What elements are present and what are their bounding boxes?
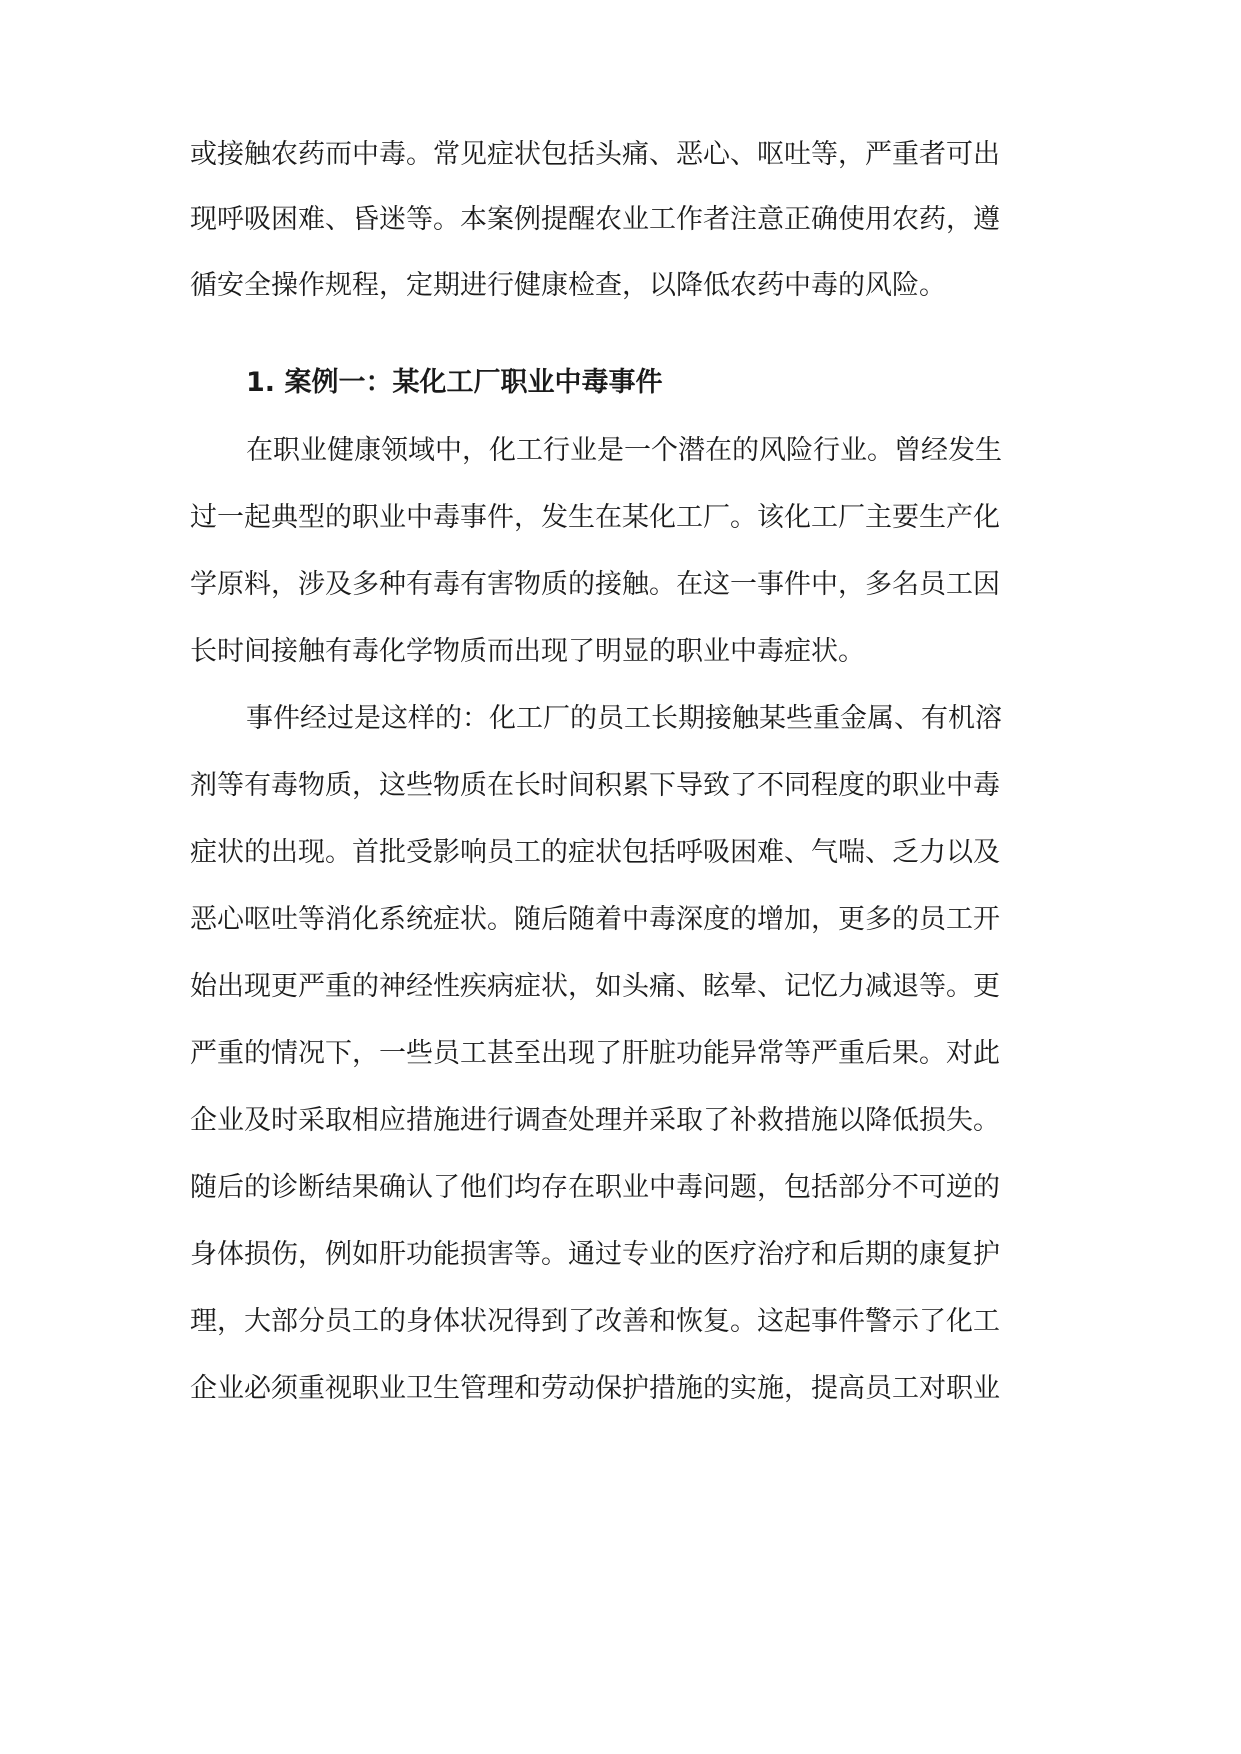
para2-line-4: 恶心呕吐等消化系统症状。随后随着中毒深度的增加，更多的员工开 — [190, 904, 1000, 935]
para2-line-11: 企业必须重视职业卫生管理和劳动保护措施的实施，提高员工对职业 — [190, 1373, 1000, 1404]
para1-line-3: 学原料，涉及多种有毒有害物质的接触。在这一事件中，多名员工因 — [190, 569, 1000, 600]
para1-line-4: 长时间接触有毒化学物质而出现了明显的职业中毒症状。 — [190, 636, 865, 667]
para2-line-7: 企业及时采取相应措施进行调查处理并采取了补救措施以降低损失。 — [190, 1105, 1000, 1136]
para2-line-8: 随后的诊断结果确认了他们均存在职业中毒问题，包括部分不可逆的 — [190, 1172, 1000, 1203]
para2-line-10: 理，大部分员工的身体状况得到了改善和恢复。这起事件警示了化工 — [190, 1306, 1000, 1337]
intro-line-2: 现呼吸困难、昏迷等。本案例提醒农业工作者注意正确使用农药，遵 — [190, 204, 1000, 235]
para2-line-1: 事件经过是这样的：化工厂的员工长期接触某些重金属、有机溶 — [246, 703, 1002, 734]
para1-line-1: 在职业健康领域中，化工行业是一个潜在的风险行业。曾经发生 — [246, 435, 1002, 466]
para2-line-6: 严重的情况下，一些员工甚至出现了肝脏功能异常等严重后果。对此 — [190, 1038, 1000, 1069]
para2-line-5: 始出现更严重的神经性疾病症状，如头痛、眩晕、记忆力减退等。更 — [190, 971, 1000, 1002]
para1-line-2: 过一起典型的职业中毒事件，发生在某化工厂。该化工厂主要生产化 — [190, 502, 1000, 533]
para2-line-2: 剂等有毒物质，这些物质在长时间积累下导致了不同程度的职业中毒 — [190, 770, 1000, 801]
para2-line-3: 症状的出现。首批受影响员工的症状包括呼吸困难、气喘、乏力以及 — [190, 837, 1000, 868]
section-heading: 1. 案例一：某化工厂职业中毒事件 — [246, 367, 663, 398]
intro-line-1: 或接触农药而中毒。常见症状包括头痛、恶心、呕吐等，严重者可出 — [190, 139, 1000, 170]
intro-line-3: 循安全操作规程，定期进行健康检查，以降低农药中毒的风险。 — [190, 270, 946, 301]
para2-line-9: 身体损伤，例如肝功能损害等。通过专业的医疗治疗和后期的康复护 — [190, 1239, 1000, 1270]
